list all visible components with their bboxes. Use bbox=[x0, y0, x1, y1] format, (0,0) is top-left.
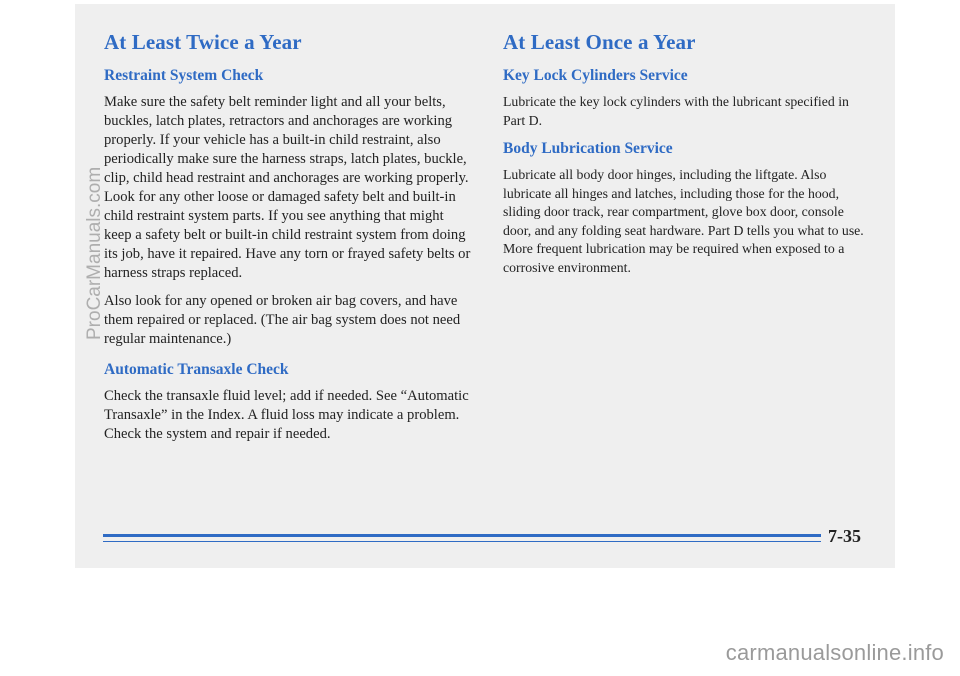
page-number: 7-35 bbox=[828, 526, 861, 546]
restraint-system-check-title: Restraint System Check bbox=[104, 67, 264, 84]
automatic-transaxle-check-title: Automatic Transaxle Check bbox=[104, 361, 289, 378]
restraint-paragraph-1: Make sure the safety belt reminder light and all your belts, buckles, latch plates, retractors and anchorages are working properly. If your vehicle has a built-in child restraint, also periodically make sure the harness straps, latch plates, buckle, clip, child head restraint and anchorages are working properly. Look for any other loose or damaged safety belt and built-in child restraint system parts. If you see anything that might keep a safety belt or built-in child restraint system from doing its job, have it repaired. Have any torn or frayed safety belts or harness straps replaced. bbox=[104, 94, 471, 281]
footer-rule-thick bbox=[103, 534, 821, 537]
transaxle-paragraph: Check the transaxle fluid level; add if needed. See “Automatic Transaxle” in the Index. A fluid loss may indicate a problem. Check the system and repair if needed. bbox=[104, 388, 469, 442]
left-heading: At Least Twice a Year bbox=[104, 30, 302, 54]
manual-page bbox=[75, 4, 895, 568]
restraint-paragraph-2: Also look for any opened or broken air bag covers, and have them repaired or replaced. (The air bag system does not need regular maintenance.) bbox=[104, 293, 461, 347]
side-watermark: ProCarManuals.com bbox=[84, 166, 105, 340]
key-lock-paragraph: Lubricate the key lock cylinders with the lubricant specified in Part D. bbox=[503, 94, 849, 128]
body-lubrication-title: Body Lubrication Service bbox=[503, 140, 673, 157]
body-lubrication-paragraph: Lubricate all body door hinges, including the liftgate. Also lubricate all hinges and latches, including those for the hood, sliding door track, rear compartment, glove box door, console door, and any folding seat hardware. Part D tells you what to use. More frequent lubrication may be required when exposed to a corrosive environment. bbox=[503, 167, 864, 275]
footer-rule-thin bbox=[103, 541, 821, 542]
bottom-watermark: carmanualsonline.info bbox=[725, 640, 944, 665]
key-lock-cylinders-title: Key Lock Cylinders Service bbox=[503, 67, 688, 84]
right-heading: At Least Once a Year bbox=[503, 30, 696, 54]
left-column bbox=[104, 30, 474, 453]
right-column bbox=[503, 30, 873, 286]
